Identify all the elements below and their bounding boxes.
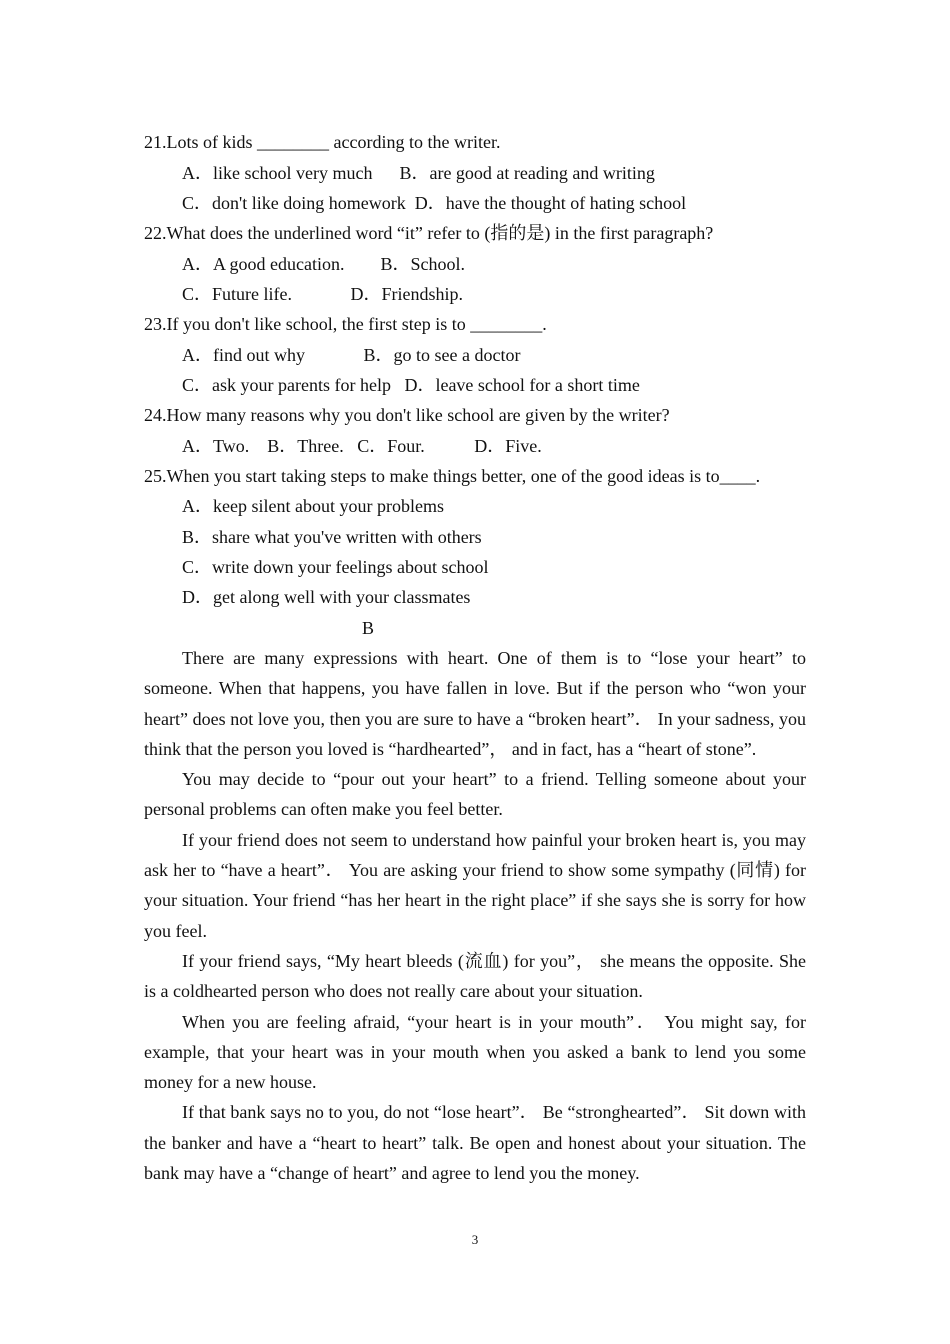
question-25-stem: 25.When you start taking steps to make things better, one of the good ideas is to____. <box>144 466 761 486</box>
question-24-stem: 24.How many reasons why you don't like school are given by the writer? <box>144 405 670 425</box>
question-23-options-2: C．ask your parents for help D．leave school for a short time <box>182 375 640 395</box>
question-21-options-2: C．don't like doing homework D．have the thought of hating school <box>182 193 687 213</box>
question-23-options-1: A．find out why B．go to see a doctor <box>182 345 521 365</box>
question-21-stem: 21.Lots of kids ________ according to the writer. <box>144 132 501 152</box>
passage-paragraph-5: When you are feeling afraid, “your heart is in your mouth”． You might say, for example, that your heart was in your mouth when you asked a bank to lend you some money for a new house. <box>144 1011 806 1093</box>
passage-paragraph-6: If that bank says no to you, do not “lose heart”． Be “stronghearted”． Sit down with the banker and have a “heart to heart” talk. Be open and honest about your situation. The bank may have a “change of heart” and agree to lend you the money. <box>144 1102 806 1184</box>
question-25-option-c: C．write down your feelings about school <box>182 557 489 577</box>
reading-passage <box>144 643 806 1188</box>
passage-paragraph-4: If your friend says, “My heart bleeds (流血) for you”， she means the opposite. She is a coldhearted person who does not really care about your situation. <box>144 950 806 1002</box>
question-21-options-1: A．like school very much B．are good at reading and writing <box>182 163 655 183</box>
question-22-stem: 22.What does the underlined word “it” refer to (指的是) in the first paragraph? <box>144 223 714 243</box>
question-23-stem: 23.If you don't like school, the first step is to ________. <box>144 314 547 334</box>
question-22-options-2: C．Future life. D．Friendship. <box>182 284 463 304</box>
question-25-option-b: B．share what you've written with others <box>182 527 482 547</box>
section-title: B <box>362 618 375 638</box>
question-22-options-1: A．A good education. B．School. <box>182 254 465 274</box>
passage-paragraph-1: There are many expressions with heart. One of them is to “lose your heart” to someone. When that happens, you have fallen in love. But if the person who “won your heart” does not love you, then you are sure to have a “broken heart”． In your sadness, you think that the person you loved is “hardhearted”， and in fact, has a “heart of stone”. <box>144 648 806 759</box>
question-24-options-1: A．Two. B．Three. C．Four. D．Five. <box>182 436 542 456</box>
question-25-option-a: A．keep silent about your problems <box>182 496 444 516</box>
passage-paragraph-2: You may decide to “pour out your heart” to a friend. Telling someone about your personal problems can often make you feel better. <box>144 769 806 820</box>
question-25-option-d: D．get along well with your classmates <box>182 587 471 607</box>
page-number: 3 <box>471 1232 479 1247</box>
passage-paragraph-3: If your friend does not seem to understand how painful your broken heart is, you may ask her to “have a heart”． You are asking your friend to show some sympathy (同情) for your situation. Your friend “has her heart in the right place” if she says she is sorry for how you feel. <box>144 829 806 941</box>
